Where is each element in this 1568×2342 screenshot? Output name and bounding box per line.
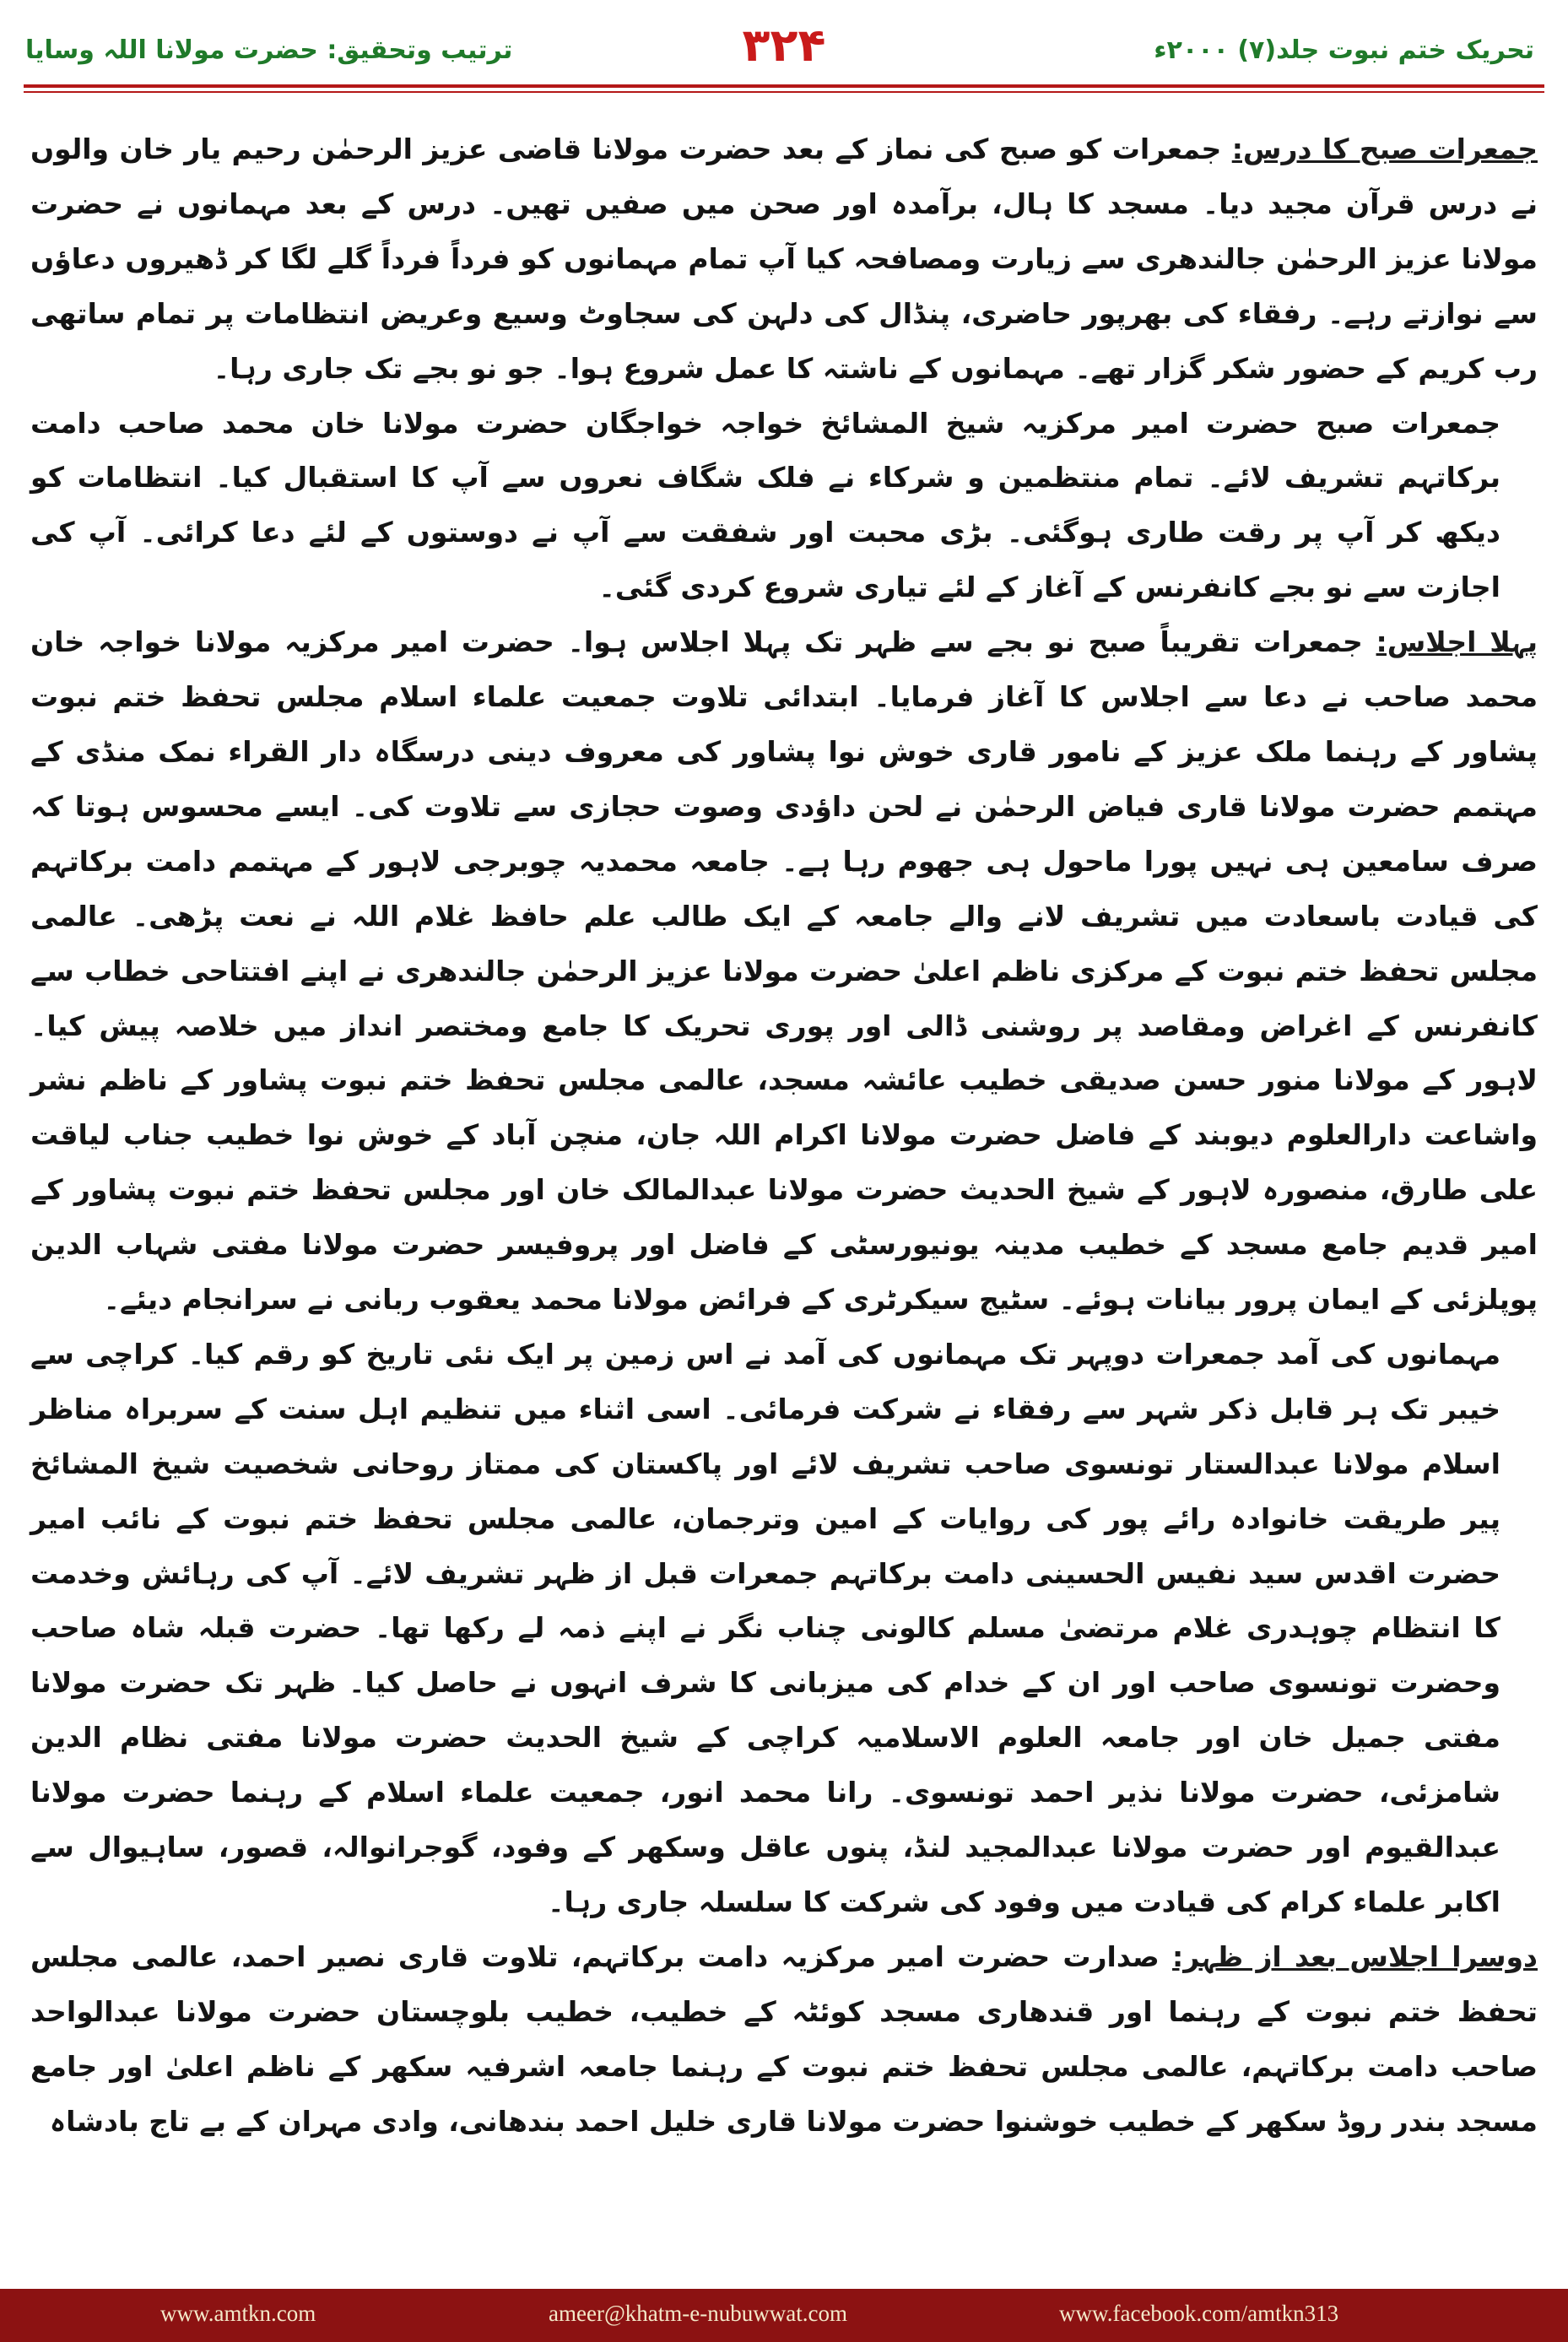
page-number: ۳۲۴ [742,19,826,72]
page-footer [0,2289,1568,2342]
section-heading: پہلا اجلاس: [1376,625,1538,659]
website-link[interactable]: www.amtkn.com [160,2301,316,2326]
header-divider-thin [24,91,1544,93]
paragraph-guests-arrival [30,1328,1538,1930]
paragraph-first-session [30,615,1538,1328]
page-header [0,0,1568,89]
compiler-credit: ترتیب وتحقیق: حضرت مولانا اللہ وسایا [25,35,513,65]
header-divider [24,84,1544,88]
paragraph-text: جمعرات صبح حضرت امیر مرکزیہ شیخ المشائخ خواجہ خواجگان حضرت مولانا خان محمد صاحب دامت برکاتہم تشریف لائے۔ تمام منتظمین و شرکاء نے فلک شگاف نعروں سے آپ کا استقبال کیا۔ انتظامات کو دیکھ کر آپ پر رقت طاری ہوگئی۔ بڑی محبت اور شفقت سے آپ نے دوستوں کے لئے دعا کرائی۔ آپ کی اجازت سے نو بجے کانفرنس کے آغاز کے لئے تیاری شروع کردی گئی۔ [30,406,1500,604]
book-title: تحریک ختم نبوت جلد(۷) ۲۰۰۰ء [1154,35,1534,65]
section-heading: جمعرات صبح کا درس: [1231,133,1538,165]
paragraph-text: مہمانوں کی آمد جمعرات دوپہر تک مہمانوں کی آمد نے اس زمین پر ایک نئی تاریخ کو رقم کیا۔ کراچی سے خیبر تک ہر قابل ذکر شہر سے رفقاء نے شرکت فرمائی۔ اسی اثناء میں تنظیم اہل سنت کے سربراہ مناظر اسلام مولانا عبدالستار تونسوی صاحب تشریف لائے اور پاکستان کی ممتاز روحانی شخصیت شیخ المشائخ پیر طریقت خانوادہ رائے پور کی روایات کے امین وترجمان، عالمی مجلس تحفظ ختم نبوت کے نائب امیر حضرت اقدس سید نفیس الحسینی دامت برکاتہم جمعرات قبل از ظہر تشریف لائے۔ آپ کی رہائش وخدمت کا انتظام چوہدری غلام مرتضیٰ مسلم کالونی چناب نگر نے اپنے ذمہ لے رکھا تھا۔ حضرت قبلہ شاہ صاحب وحضرت تونسوی صاحب اور ان کے خدام کی میزبانی کا شرف انہوں نے حاصل کیا۔ ظہر تک حضرت مولانا مفتی جمیل خان اور جامعہ العلوم الاسلامیہ کراچی کے شیخ الحدیث حضرت مولانا مفتی نظام الدین شامزئی، حضرت مولانا نذیر احمد تونسوی۔ رانا محمد انور، جمعیت علماء اسلام کے رہنما حضرت مولانا عبدالقیوم اور حضرت مولانا عبدالمجید لنڈ، پنوں عاقل وسکھر کے وفود، گوجرانوالہ، قصور، ساہیوال سے اکابر علماء کرام کی قیادت میں وفود کی شرکت کا سلسلہ جاری رہا۔ [30,1337,1500,1918]
paragraph-second-session [30,1930,1538,2150]
paragraph-text: جمعرات کو صبح کی نماز کے بعد حضرت مولانا قاضی عزیز الرحمٰن رحیم یار خان والوں نے درس قرآن مجید دیا۔ مسجد کا ہال، برآمدہ اور صحن میں صفیں تھیں۔ درس کے بعد مہمانوں نے حضرت مولانا عزیز الرحمٰن جالندھری سے زیارت ومصافحہ کیا آپ تمام مہمانوں کو فرداً فرداً گلے لگا کر ڈھیروں دعاؤں سے نوازتے رہے۔ رفقاء کی بھرپور حاضری، پنڈال کی دلہن کی سجاوٹ وسیع وعریض انتظامات پر تمام ساتھی رب کریم کے حضور شکر گزار تھے۔ مہمانوں کے ناشتہ کا عمل شروع ہوا۔ جو نو بجے تک جاری رہا۔ [30,133,1538,385]
facebook-link[interactable]: www.facebook.com/amtkn313 [1059,2301,1339,2326]
paragraph-amir-arrival [30,397,1538,616]
paragraph-morning-lesson [30,122,1538,397]
section-heading: دوسرا اجلاس بعد از ظہر: [1172,1939,1538,1973]
paragraph-text: صدارت حضرت امیر مرکزیہ دامت برکاتہم، تلاوت قاری نصیر احمد، عالمی مجلس تحفظ ختم نبوت کے رہنما اور قندھاری مسجد کوئٹہ کے خطیب، خطیب بلوچستان حضرت مولانا عبدالواحد صاحب دامت برکاتہم، عالمی مجلس تحفظ ختم نبوت کے رہنما جامعہ اشرفیہ سکھر کے ناظم اعلیٰ اور جامع مسجد بندر روڈ سکھر کے خطیب خوشنوا حضرت مولانا قاری خلیل احمد بندھانی، وادی مہران کے بے تاج بادشاہ [30,1939,1538,2138]
paragraph-text: جمعرات تقریباً صبح نو بجے سے ظہر تک پہلا اجلاس ہوا۔ حضرت امیر مرکزیہ مولانا خواجہ خان محمد صاحب نے دعا سے اجلاس کا آغاز فرمایا۔ ابتدائی تلاوت جمعیت علماء اسلام مجلس تحفظ ختم نبوت پشاور کے رہنما ملک عزیز کے نامور قاری خوش نوا پشاور کی معروف دینی درسگاہ دار القراء نمک منڈی کے مہتمم حضرت مولانا قاری فیاض الرحمٰن نے لحن داؤدی وصوت حجازی سے تلاوت کی۔ ایسے محسوس ہوتا کہ صرف سامعین ہی نہیں پورا ماحول ہی جھوم رہا ہے۔ جامعہ محمدیہ چوبرجی لاہور کے مہتمم دامت برکاتہم کی قیادت باسعادت میں تشریف لانے والے جامعہ کے ایک طالب علم حافظ غلام اللہ نے نعت پڑھی۔ عالمی مجلس تحفظ ختم نبوت کے مرکزی ناظم اعلیٰ حضرت مولانا عزیز الرحمٰن جالندھری نے اپنے افتتاحی خطاب سے کانفرنس کے اغراض ومقاصد پر روشنی ڈالی اور پوری تحریک کا جامع ومختصر انداز میں خلاصہ پیش کیا۔ لاہور کے مولانا منور حسن صدیقی خطیب عائشہ مسجد، عالمی مجلس تحفظ ختم نبوت پشاور کے ناظم نشر واشاعت دارالعلوم دیوبند کے فاضل حضرت مولانا اکرام اللہ جان، منچن آباد کے خوش نوا خطیب جناب لیاقت علی طارق، منصورہ لاہور کے شیخ الحدیث حضرت مولانا عبدالمالک خان اور مجلس تحفظ ختم نبوت پشاور کے امیر قدیم جامع مسجد کے خطیب مدینہ یونیورسٹی کے فاضل اور پروفیسر حضرت مولانا مفتی شہاب الدین پوپلزئی کے ایمان پرور بیانات ہوئے۔ سٹیج سیکرٹری کے فرائض مولانا محمد یعقوب ربانی نے سرانجام دیئے۔ [30,625,1538,1317]
article-body [30,122,1538,2274]
email-link[interactable]: ameer@khatm-e-nubuwwat.com [549,2301,847,2326]
